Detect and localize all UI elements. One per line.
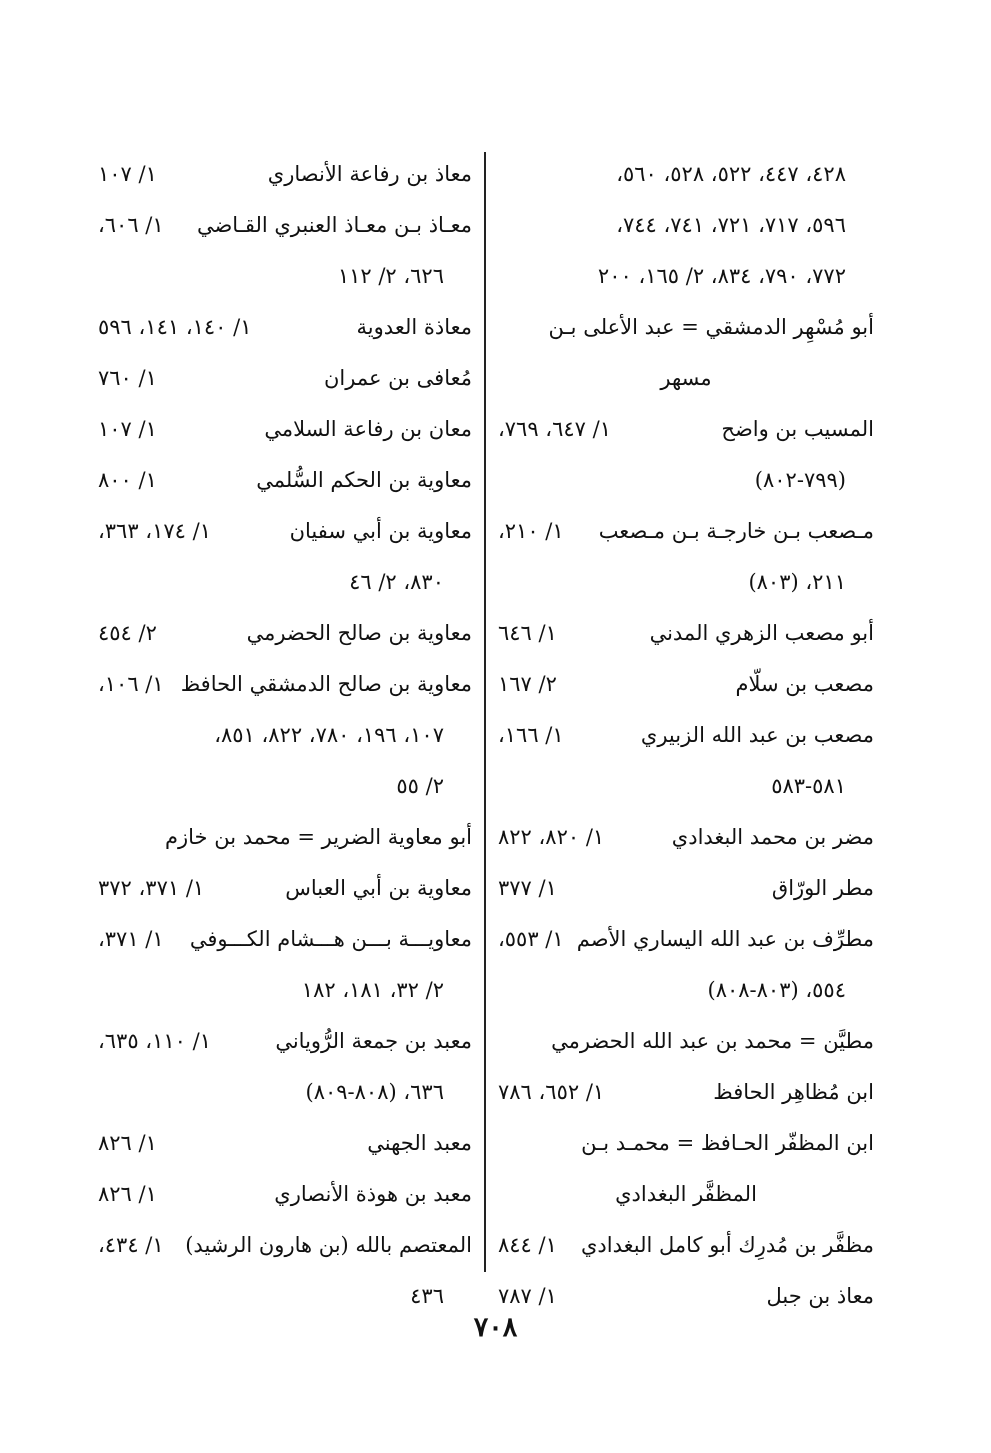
index-entry — [98, 1119, 472, 1170]
index-entry — [98, 915, 472, 966]
entry-name: أبو مصعب الزهري المدني — [649, 621, 874, 645]
entry-continuation: (٧٩٩-٨٠٢) — [754, 468, 846, 492]
entry-page-refs: ١/ ١١٠، ٦٣٥، — [98, 1029, 211, 1053]
entry-page-refs: ١/ ٨٢٦ — [98, 1182, 157, 1206]
index-entry — [498, 813, 874, 864]
index-entry — [498, 405, 874, 456]
entry-page-refs: ١/ ٨٢٦ — [98, 1131, 157, 1155]
entry-name: معبد بن جمعة الرُّوياني — [275, 1029, 472, 1053]
entry-name: المعتصم بالله (بن هارون الرشيد) — [185, 1233, 472, 1257]
entry-name: معاوية بن صالح الدمشقي الحافظ — [180, 672, 472, 696]
entry-page-refs: ١/ ٢١٠، — [498, 519, 564, 543]
entry-page-refs: ١/ ٣٧١، ٣٧٢ — [98, 876, 205, 900]
index-entry — [98, 1170, 472, 1221]
entry-name: ابن مُظاهِر الحافظ — [713, 1080, 874, 1104]
entry-name: معاوية بن أبي سفيان — [289, 519, 472, 543]
entry-continuation: ٢/ ٥٥ — [396, 774, 444, 798]
entry-name: مُعافى بن عمران — [323, 366, 472, 390]
entry-page-refs: ١/ ١٠٧ — [98, 417, 157, 441]
entry-continuation: ٥٥٤، (٨٠٣-٨٠٨) — [707, 978, 846, 1002]
index-entry — [98, 507, 472, 558]
column-divider — [484, 152, 486, 1272]
entry-name: معاذ بن رفاعة الأنصاري — [267, 162, 472, 186]
entry-name: مظفَّر بن مُدرِك أبو كامل البغدادي — [580, 1233, 874, 1257]
entry-name: مطرِّف بن عبد الله اليساري الأصم — [576, 927, 874, 951]
entry-continuation: ٢/ ٣٢، ١٨١، ١٨٢ — [301, 978, 444, 1002]
entry-page-refs: ١/ ٤٣٤، — [98, 1233, 164, 1257]
entry-continuation: ٧٧٢، ٧٩٠، ٨٣٤، ٢/ ١٦٥، ٢٠٠ — [597, 264, 846, 288]
index-entry — [98, 660, 472, 711]
entry-name: معبد بن هوذة الأنصاري — [274, 1182, 472, 1206]
index-entry — [498, 915, 874, 966]
entry-continuation: ٨٣٠، ٢/ ٤٦ — [349, 570, 444, 594]
entry-name: معاويـــة بـــن هـــشام الكـــوفي — [189, 927, 472, 951]
entry-page-refs: ١/ ١٧٤، ٣٦٣، — [98, 519, 211, 543]
entry-continuation: ٦٢٦، ٢/ ١١٢ — [337, 264, 444, 288]
entry-name: معـاذ بـن معـاذ العنبري القـاضي — [196, 213, 472, 237]
entry-page-refs: ١/ ٨٤٤ — [498, 1233, 557, 1257]
right-index-column — [498, 150, 874, 1323]
entry-name: معبد الجهني — [367, 1131, 472, 1155]
entry-continuation: ١٠٧، ١٩٦، ٧٨٠، ٨٢٢، ٨٥١، — [214, 723, 444, 747]
entry-name: مصعب بن سلّام — [735, 672, 874, 696]
entry-name: مطر الورّاق — [771, 876, 874, 900]
entry-page-refs: ١/ ٥٥٣، — [498, 927, 564, 951]
index-entry — [498, 660, 874, 711]
entry-page-refs: ١/ ٣٧١، — [98, 927, 164, 951]
entry-page-refs: ١/ ١٤٠، ١٤١، ٥٩٦ — [98, 315, 252, 339]
index-entry — [498, 1221, 874, 1272]
cross-reference-entry: مطيَّن = محمد بن عبد الله الحضرمي — [551, 1029, 874, 1053]
entry-name: معاوية بن صالح الحضرمي — [246, 621, 472, 645]
entry-continuation: ٤٢٨، ٤٤٧، ٥٢٢، ٥٢٨، ٥٦٠، — [616, 162, 846, 186]
entry-name: معاذة العدوية — [356, 315, 472, 339]
entry-name: معان بن رفاعة السلامي — [264, 417, 472, 441]
index-entry — [498, 711, 874, 762]
entry-name: معاوية بن أبي العباس — [285, 876, 472, 900]
entry-page-refs: ١/ ٦٤٧، ٧٦٩، — [498, 417, 611, 441]
index-entry — [98, 150, 472, 201]
index-entry — [498, 609, 874, 660]
index-entry — [498, 864, 874, 915]
entry-page-refs: ١/ ٨٠٠ — [98, 468, 157, 492]
index-entry — [98, 405, 472, 456]
index-entry — [498, 1068, 874, 1119]
entry-continuation: مسهر — [660, 366, 712, 390]
entry-page-refs: ١/ ٧٨٧ — [498, 1284, 557, 1308]
entry-page-refs: ١/ ٧٦٠ — [98, 366, 157, 390]
index-entry — [98, 354, 472, 405]
index-entry — [98, 303, 472, 354]
index-entry — [98, 201, 472, 252]
entry-name: معاوية بن الحكم السُّلمي — [256, 468, 472, 492]
entry-continuation: المظفَّر البغدادي — [615, 1182, 757, 1206]
entry-page-refs: ١/ ٦٥٢، ٧٨٦ — [498, 1080, 605, 1104]
entry-page-refs: ١/ ٨٢٠، ٨٢٢ — [498, 825, 605, 849]
index-entry — [98, 1221, 472, 1272]
entry-name: مضر بن محمد البغدادي — [671, 825, 874, 849]
entry-name: المسيب بن واضح — [721, 417, 874, 441]
index-entry — [98, 1017, 472, 1068]
entry-page-refs: ٢/ ٤٥٤ — [98, 621, 157, 645]
index-entry — [98, 864, 472, 915]
index-entry — [98, 456, 472, 507]
index-entry — [98, 609, 472, 660]
entry-page-refs: ١/ ١٠٧ — [98, 162, 157, 186]
left-index-column — [98, 150, 472, 1323]
entry-page-refs: ١/ ٦٠٦، — [98, 213, 164, 237]
cross-reference-entry: أبو مُسْهِر الدمشقي = عبد الأعلى بـن — [548, 315, 874, 339]
entry-continuation: ٥٩٦، ٧١٧، ٧٢١، ٧٤١، ٧٤٤، — [616, 213, 846, 237]
cross-reference-entry: أبو معاوية الضرير = محمد بن خازم — [165, 825, 472, 849]
entry-continuation: ٤٣٦ — [410, 1284, 444, 1308]
entry-page-refs: ١/ ٦٤٦ — [498, 621, 557, 645]
cross-reference-entry: ابن المظفّر الحـافظ = محمـد بـن — [581, 1131, 874, 1155]
entry-page-refs: ١/ ١٦٦، — [498, 723, 564, 747]
index-entry — [498, 507, 874, 558]
entry-name: مصعب بن عبد الله الزبيري — [640, 723, 874, 747]
entry-page-refs: ١/ ٣٧٧ — [498, 876, 557, 900]
entry-page-refs: ١/ ١٠٦، — [98, 672, 164, 696]
entry-continuation: ٥٨١-٥٨٣ — [771, 774, 846, 798]
entry-name: معاذ بن جبل — [766, 1284, 874, 1308]
entry-page-refs: ٢/ ١٦٧ — [498, 672, 557, 696]
page-number: ٧٠٨ — [473, 1312, 518, 1343]
entry-continuation: ٢١١، (٨٠٣) — [748, 570, 846, 594]
entry-name: مـصعب بـن خارجـة بـن مـصعب — [598, 519, 874, 543]
entry-continuation: ٦٣٦، (٨٠٨-٨٠٩) — [305, 1080, 444, 1104]
